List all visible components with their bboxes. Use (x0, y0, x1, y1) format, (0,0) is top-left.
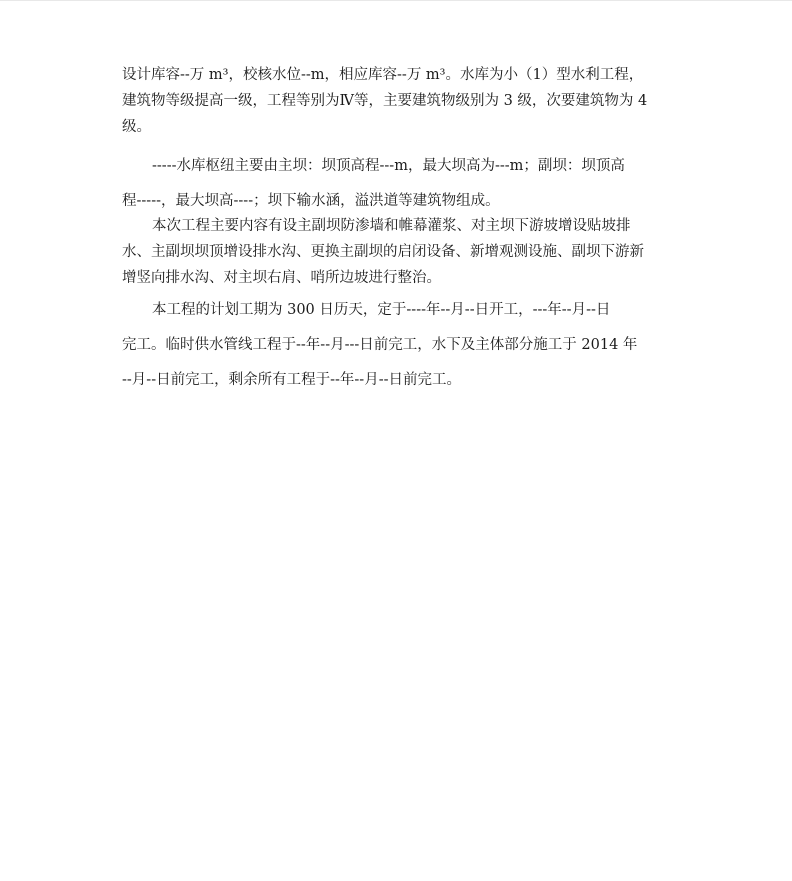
paragraph-2-line-1: -----水库枢纽主要由主坝：坝顶高程---m，最大坝高为---m；副坝：坝顶高 (152, 158, 625, 174)
paragraph-4-line-3: --月--日前完工，剩余所有工程于--年--月--日前完工。 (122, 372, 461, 388)
paragraph-3-line-1: 本次工程主要内容有设主副坝防渗墙和帷幕灌浆、对主坝下游坡增设贴坡排 (152, 218, 631, 234)
paragraph-1-line-2: 建筑物等级提高一级，工程等别为Ⅳ等，主要建筑物级别为 3 级，次要建筑物为 4 (122, 93, 648, 109)
paragraph-4-line-2: 完工。临时供水管线工程于--年--月---日前完工，水下及主体部分施工于 2014 年 (122, 337, 638, 353)
paragraph-3-line-3: 增竖向排水沟、对主坝右肩、哨所边坡进行整治。 (122, 270, 441, 286)
paragraph-2-line-2: 程-----，最大坝高----；坝下输水涵，溢洪道等建筑物组成。 (122, 193, 500, 209)
paragraph-4-line-1: 本工程的计划工期为 300 日历天，定于----年--月--日开工，---年--月--日 (152, 302, 611, 318)
paragraph-3-line-2: 水、主副坝坝顶增设排水沟、更换主副坝的启闭设备、新增观测设施、副坝下游新 (122, 244, 644, 260)
paragraph-1-line-1: 设计库容--万 m³，校核水位--m，相应库容--万 m³。水库为小（1）型水利工程， (122, 67, 644, 83)
paragraph-1-line-3: 级。 (122, 119, 151, 135)
